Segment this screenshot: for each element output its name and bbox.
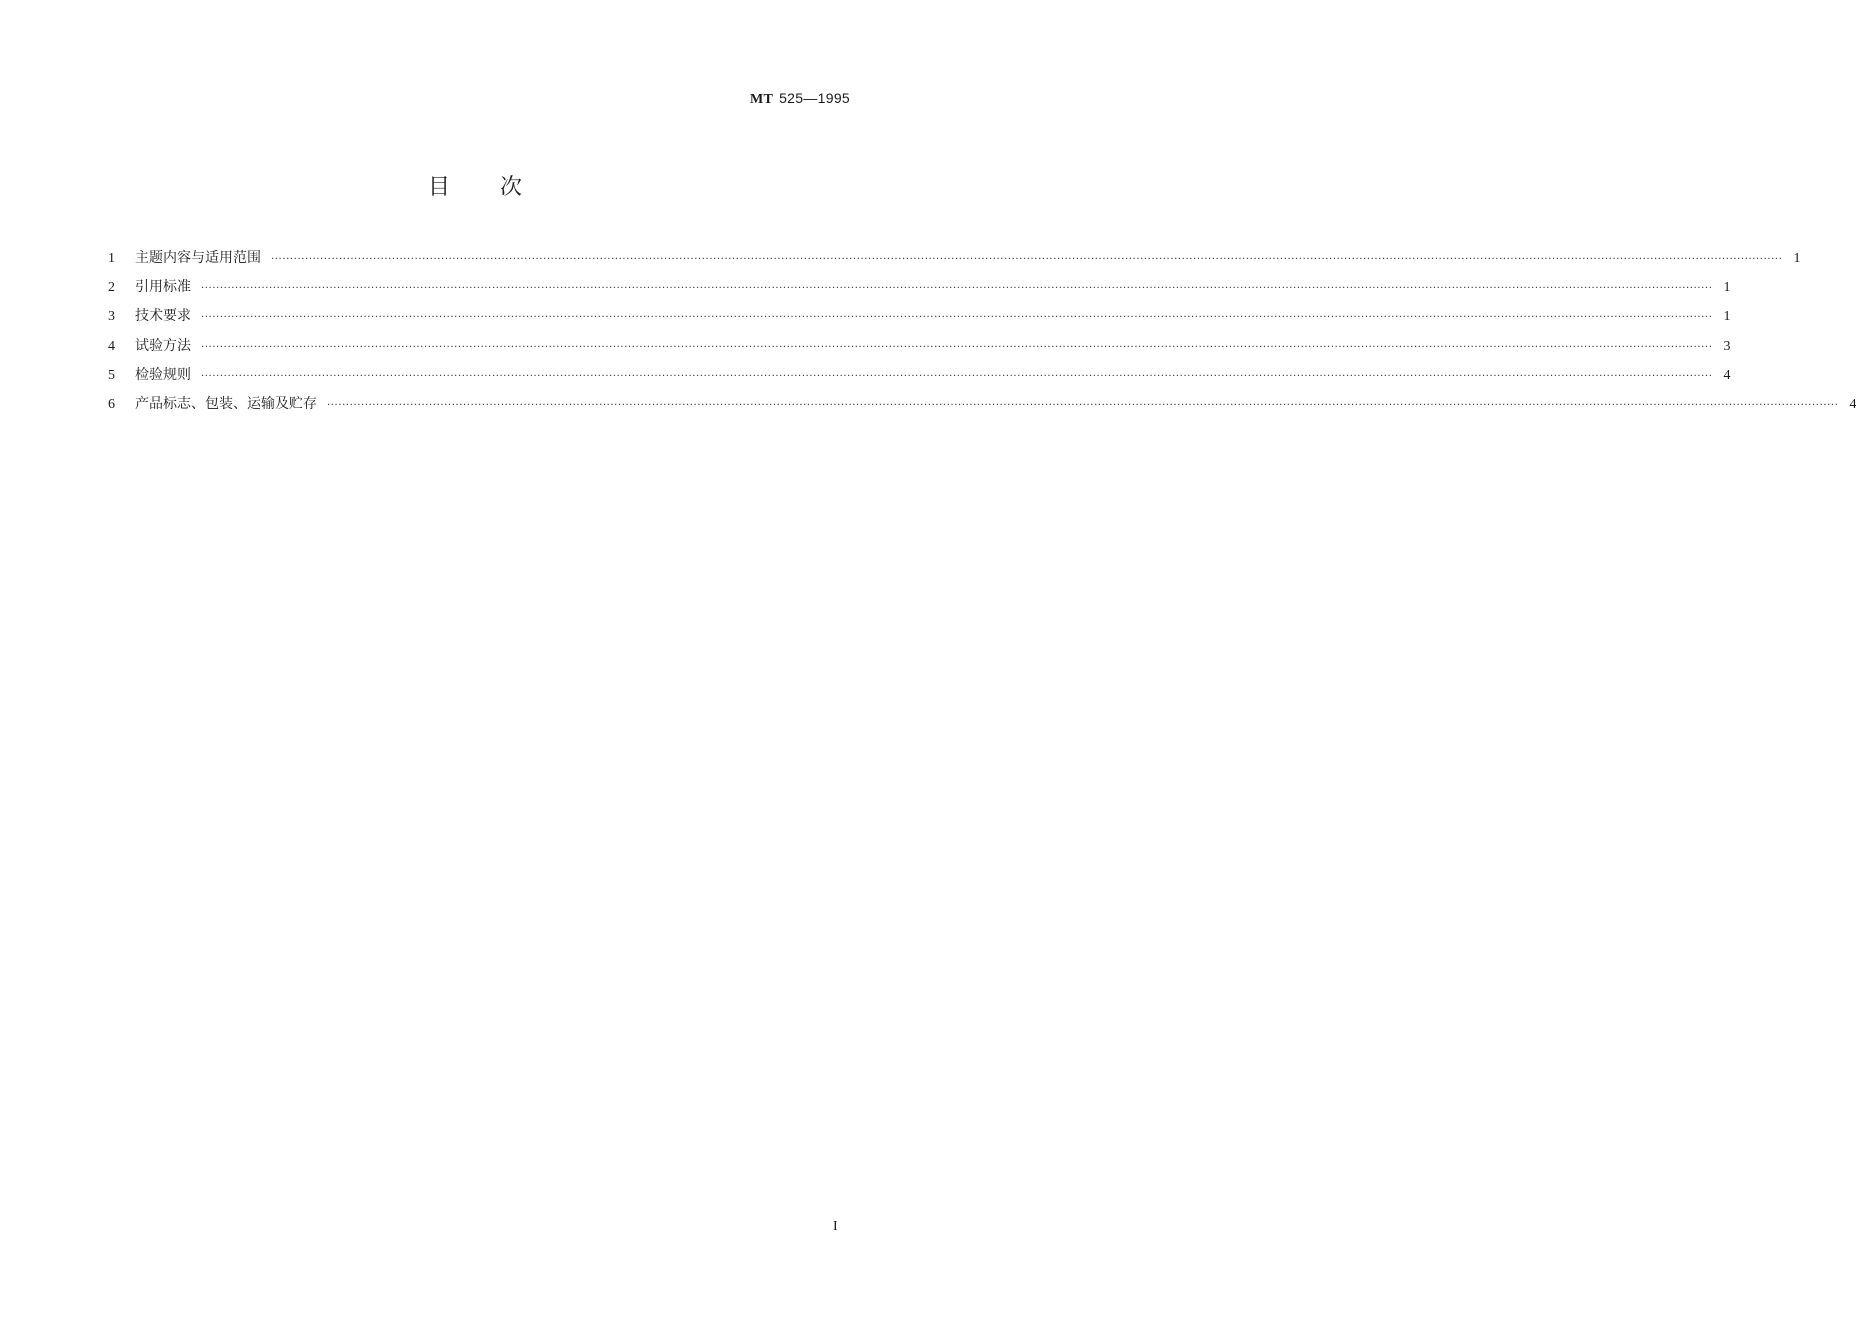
toc-entry-number: 2 — [108, 280, 115, 296]
table-of-contents — [108, 247, 1856, 422]
standard-prefix: MT — [749, 92, 774, 107]
toc-entry[interactable] — [108, 276, 1731, 305]
toc-entry[interactable] — [108, 364, 1731, 393]
standard-number: 525—1995 — [779, 90, 850, 106]
toc-entry[interactable] — [108, 393, 1856, 422]
toc-entry-title: 试验方法 — [135, 337, 191, 354]
toc-entry-page: 3 — [1723, 338, 1731, 354]
toc-entry-title: 产品标志、包装、运输及贮存 — [135, 395, 317, 412]
toc-leader-dots: ················································································································································································································································································································································································································ — [271, 254, 1783, 265]
toc-entry-page: 1 — [1723, 280, 1731, 296]
toc-entry-page: 1 — [1723, 309, 1731, 325]
toc-entry-title: 技术要求 — [135, 308, 191, 325]
standard-code — [750, 90, 850, 108]
toc-leader-dots: ················································································································································································································································································································································································································ — [201, 370, 1713, 382]
toc-entry-number: 6 — [108, 396, 115, 412]
toc-entry-title: 引用标准 — [135, 279, 191, 296]
toc-entry-number: 4 — [108, 338, 115, 354]
toc-entry-number: 3 — [108, 309, 115, 325]
page-title: 目次 — [427, 175, 572, 200]
toc-entry-page: 4 — [1849, 396, 1856, 412]
toc-entry[interactable] — [108, 305, 1731, 334]
toc-leader-dots: ················································································································································································································································································································································································································ — [327, 399, 1839, 411]
toc-entry-page: 1 — [1793, 251, 1801, 266]
page-number: I — [833, 1219, 838, 1234]
toc-entry-title: 主题内容与适用范围 — [135, 250, 261, 266]
toc-leader-dots: ················································································································································································································································································································································································································ — [201, 283, 1713, 295]
toc-entry-number: 5 — [108, 367, 115, 383]
toc-entry[interactable] — [108, 247, 1801, 276]
toc-entry-title: 检验规则 — [135, 366, 191, 383]
toc-leader-dots: ················································································································································································································································································································································································································ — [201, 341, 1713, 353]
toc-entry-number: 1 — [108, 251, 115, 266]
toc-entry[interactable] — [108, 335, 1731, 364]
toc-entry-page: 4 — [1723, 367, 1731, 383]
toc-leader-dots: ················································································································································································································································································································································································································ — [201, 312, 1713, 324]
